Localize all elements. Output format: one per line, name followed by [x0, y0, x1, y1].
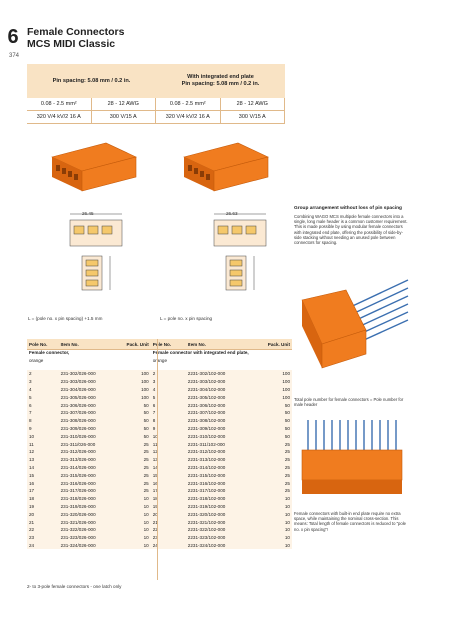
- left-group-line1: Female connector,: [29, 350, 70, 355]
- header-pole-right: Pole No.: [151, 339, 186, 350]
- spec-cell: 320 V/4 kV/2 16 A: [27, 111, 92, 123]
- table-cell: 5: [152, 394, 156, 400]
- table-footnote: 2- to 3-pole female connectors - one latch only: [27, 584, 122, 589]
- table-row: [27, 417, 292, 425]
- table-cell: 100: [141, 394, 149, 400]
- table-row: [27, 471, 292, 479]
- table-cell: 20: [151, 510, 186, 518]
- spec-header-left: Pin spacing: 5.08 mm / 0.2 in.: [52, 77, 131, 84]
- table-cell: 14: [151, 464, 186, 472]
- table-cell: 10: [143, 519, 149, 525]
- table-cell: 50: [143, 425, 149, 431]
- table-cell: 2231-316/102-000: [186, 479, 251, 487]
- table-cell: 100: [282, 379, 290, 385]
- spec-cell: 320 V/4 kV/2 16 A: [156, 111, 221, 123]
- table-cell: 231-313/026-000: [60, 457, 96, 463]
- table-cell: 100: [251, 386, 292, 394]
- table-cell: 231-314/026-000: [59, 464, 114, 472]
- table-cell: 10: [251, 495, 292, 503]
- table-cell: 5: [29, 394, 32, 400]
- group-title: Group arrangement without loss of pin spacing: [294, 206, 402, 211]
- table-cell: 15: [29, 472, 35, 478]
- table-cell: 23: [29, 535, 35, 541]
- spec-cell: 28 - 12 AWG: [221, 98, 286, 110]
- table-row: [27, 409, 292, 417]
- table-cell: 231-305/026-000: [60, 394, 96, 400]
- table-cell: 7: [152, 410, 156, 416]
- table-cell: 25: [143, 457, 149, 463]
- table-row: [27, 432, 292, 440]
- table-cell: 2231-308/102-000: [186, 417, 251, 425]
- table-cell: 231-324/026-000: [59, 542, 114, 550]
- table-row: [27, 448, 292, 456]
- group-photo-top: [296, 270, 410, 390]
- order-table: [27, 339, 292, 549]
- spec-cell: 300 V/15 A: [92, 111, 157, 123]
- page-number: 374: [8, 53, 19, 59]
- caption-right: L = pole no. x pin spacing: [160, 316, 213, 321]
- spec-table: [27, 64, 285, 124]
- table-cell: 50: [251, 432, 292, 440]
- table-cell: 2231-304/102-000: [186, 386, 251, 394]
- table-cell: 8: [151, 417, 186, 425]
- table-cell: 2231-306/102-000: [186, 401, 251, 409]
- left-group-line2: orange: [29, 358, 44, 363]
- connector-photo-right: [176, 135, 276, 195]
- table-cell: 24: [151, 542, 186, 550]
- table-cell: 231-317/026-000: [60, 488, 96, 494]
- table-cell: 16: [151, 479, 186, 487]
- table-cell: 2231-314/102-000: [186, 464, 251, 472]
- spec-header-right-line1: With integrated end plate: [187, 74, 254, 80]
- table-cell: 10: [251, 526, 292, 534]
- table-cell: 25: [284, 488, 290, 494]
- table-cell: 50: [284, 410, 290, 416]
- table-cell: 2231-324/102-000: [186, 542, 251, 550]
- table-cell: 10: [143, 535, 149, 541]
- table-row: [27, 386, 292, 394]
- header-item-right: Item No.: [186, 339, 251, 350]
- table-cell: 231-302/026-000: [59, 370, 114, 378]
- table-cell: 2231-310/102-000: [186, 432, 251, 440]
- table-cell: 25: [284, 457, 290, 463]
- table-row: [27, 510, 292, 518]
- table-cell: 50: [251, 401, 292, 409]
- table-cell: 50: [251, 417, 292, 425]
- table-cell: 7: [29, 410, 32, 416]
- table-cell: 2231-321/102-000: [187, 519, 226, 525]
- table-row: [27, 378, 292, 386]
- table-cell: 22: [27, 526, 59, 534]
- table-cell: 19: [29, 503, 35, 509]
- table-cell: 10: [284, 519, 290, 525]
- spec-header: [27, 64, 285, 98]
- table-cell: 2: [151, 370, 186, 378]
- table-cell: 10: [151, 432, 186, 440]
- table-cell: 2231-323/102-000: [187, 535, 226, 541]
- drawing-left: [60, 208, 150, 308]
- group-note-1: Total pole number for female connectors = Pole number for male header: [294, 397, 404, 408]
- table-cell: 2231-318/102-000: [186, 495, 251, 503]
- table-cell: 2231-317/102-000: [187, 488, 226, 494]
- table-row: [27, 542, 292, 550]
- table-cell: 10: [284, 503, 290, 509]
- table-cell: 6: [151, 401, 186, 409]
- table-cell: 231-316/026-000: [59, 479, 114, 487]
- table-cell: 4: [27, 386, 59, 394]
- table-cell: 2: [27, 370, 59, 378]
- table-cell: 20: [27, 510, 59, 518]
- table-cell: 18: [151, 495, 186, 503]
- table-cell: 25: [284, 472, 290, 478]
- table-row: [27, 534, 292, 542]
- dim-right: 26.63: [226, 211, 238, 216]
- table-cell: 2231-322/102-000: [186, 526, 251, 534]
- table-cell: 23: [152, 535, 158, 541]
- table-header-row: [27, 339, 292, 350]
- table-cell: 13: [29, 457, 35, 463]
- table-cell: 11: [152, 441, 158, 447]
- table-cell: 12: [27, 448, 59, 456]
- table-cell: 100: [282, 394, 290, 400]
- table-row: [27, 495, 292, 503]
- table-group-row: [27, 358, 292, 370]
- table-cell: 10: [114, 495, 151, 503]
- table-row: [27, 503, 292, 511]
- table-cell: 10: [27, 432, 59, 440]
- header-item-left: Item No.: [59, 339, 114, 350]
- table-cell: 231-306/026-000: [59, 401, 114, 409]
- table-cell: 19: [152, 503, 158, 509]
- table-cell: 14: [27, 464, 59, 472]
- table-cell: 2231-302/102-000: [186, 370, 251, 378]
- table-row: [27, 370, 292, 378]
- group-photo-bottom: [296, 420, 410, 500]
- table-cell: 17: [29, 488, 35, 494]
- table-row: [27, 425, 292, 433]
- table-cell: 231-303/026-000: [60, 379, 96, 385]
- table-cell: 2231-319/102-000: [187, 503, 226, 509]
- page-title: [27, 26, 124, 50]
- table-cell: 25: [251, 464, 292, 472]
- table-cell: 3: [29, 379, 32, 385]
- spec-cell: 0.08 - 2.5 mm²: [27, 98, 92, 110]
- table-cell: 9: [152, 425, 156, 431]
- table-cell: 231-309/026-000: [60, 425, 96, 431]
- table-cell: 22: [151, 526, 186, 534]
- table-cell: 25: [114, 464, 151, 472]
- spec-header-right-line2: Pin spacing: 5.08 mm / 0.2 in.: [181, 81, 260, 87]
- table-cell: 2231-305/102-000: [187, 394, 226, 400]
- table-cell: 25: [284, 441, 290, 447]
- table-cell: 25: [251, 479, 292, 487]
- spec-cell: 300 V/15 A: [221, 111, 286, 123]
- table-cell: 2231-303/102-000: [187, 379, 226, 385]
- table-row: [27, 479, 292, 487]
- table-cell: 50: [114, 417, 151, 425]
- table-cell: 10: [114, 542, 151, 550]
- table-cell: 17: [152, 488, 158, 494]
- table-cell: 4: [151, 386, 186, 394]
- right-group-line1: Female connector with integrated end plate,: [152, 350, 249, 355]
- header-pack-left: Pack. Unit: [114, 339, 151, 350]
- table-cell: 25: [143, 441, 149, 447]
- table-cell: 231-315/026-000: [60, 472, 96, 478]
- table-row: [27, 440, 292, 448]
- table-cell: 100: [114, 386, 151, 394]
- table-cell: 25: [143, 488, 149, 494]
- title-line-2: MCS MIDI Classic: [27, 38, 116, 50]
- table-cell: 18: [27, 495, 59, 503]
- table-cell: 231-319/026-000: [60, 503, 96, 509]
- table-cell: 11: [29, 441, 34, 447]
- table-cell: 10: [114, 510, 151, 518]
- table-cell: 50: [114, 401, 151, 409]
- table-row: [27, 401, 292, 409]
- table-cell: 10: [143, 503, 149, 509]
- table-row: [27, 464, 292, 472]
- table-cell: 13: [152, 457, 158, 463]
- table-cell: 10: [114, 526, 151, 534]
- caption-left: L = (pole no. x pin spacing) +1.5 mm: [28, 316, 103, 321]
- table-cell: 2231-311/102-000: [187, 441, 225, 447]
- table-group-row: [27, 350, 292, 359]
- table-cell: 231-307/026-000: [60, 410, 96, 416]
- table-cell: 2231-315/102-000: [187, 472, 226, 478]
- table-cell: 8: [27, 417, 59, 425]
- table-cell: 231-311/026-000: [60, 441, 96, 447]
- title-line-1: Female Connectors: [27, 26, 125, 38]
- table-cell: 50: [114, 432, 151, 440]
- table-cell: 10: [284, 535, 290, 541]
- table-row: [27, 526, 292, 534]
- spec-row-wire: [27, 98, 285, 111]
- table-cell: 231-310/026-000: [59, 432, 114, 440]
- table-cell: 25: [143, 472, 149, 478]
- table-cell: 10: [251, 542, 292, 550]
- table-cell: 15: [152, 472, 158, 478]
- connector-photo-left: [44, 135, 144, 195]
- table-cell: 2231-307/102-000: [187, 410, 226, 416]
- spec-cell: 0.08 - 2.5 mm²: [156, 98, 221, 110]
- table-cell: 231-320/026-000: [59, 510, 114, 518]
- header-pole-left: Pole No.: [27, 339, 59, 350]
- table-divider: [157, 339, 158, 580]
- table-row: [27, 487, 292, 495]
- chapter-number: 6: [7, 26, 19, 48]
- table-cell: 100: [251, 370, 292, 378]
- table-cell: 25: [114, 448, 151, 456]
- table-cell: 12: [151, 448, 186, 456]
- table-cell: 2231-320/102-000: [186, 510, 251, 518]
- table-cell: 10: [251, 510, 292, 518]
- table-row: [27, 518, 292, 526]
- table-cell: 50: [143, 410, 149, 416]
- table-cell: 3: [152, 379, 156, 385]
- table-cell: 100: [114, 370, 151, 378]
- table-row: [27, 393, 292, 401]
- table-cell: 2231-313/102-000: [187, 457, 226, 463]
- table-cell: 231-304/026-000: [59, 386, 114, 394]
- table-cell: 21: [152, 519, 158, 525]
- table-cell: 16: [27, 479, 59, 487]
- table-row: [27, 456, 292, 464]
- table-cell: 24: [27, 542, 59, 550]
- table-cell: 231-322/026-000: [59, 526, 114, 534]
- header-pack-right: Pack. Unit: [251, 339, 292, 350]
- table-cell: 50: [284, 425, 290, 431]
- table-cell: 2231-309/102-000: [187, 425, 226, 431]
- dim-left: 26.45: [82, 211, 94, 216]
- table-cell: 231-308/026-000: [59, 417, 114, 425]
- spec-cell: 28 - 12 AWG: [92, 98, 157, 110]
- table-cell: 231-312/026-000: [59, 448, 114, 456]
- table-cell: 25: [251, 448, 292, 456]
- table-cell: 6: [27, 401, 59, 409]
- table-cell: 2231-312/102-000: [186, 448, 251, 456]
- spec-header-right: [156, 64, 285, 98]
- table-cell: 231-321/026-000: [60, 519, 96, 525]
- table-cell: 21: [29, 519, 35, 525]
- table-cell: 231-323/026-000: [60, 535, 96, 541]
- group-text: Combining WAGO MCS multipole female connectors into a single, long male header is a common customer requirement. This is made possible by using modular female connectors with integrated end plate, offering the possibility of side-by-side stacking without needing an unused pole between connectors for spacing.: [294, 214, 408, 246]
- right-group-line2: orange: [152, 358, 168, 363]
- group-note-2: Female connectors with built-in end plate require no extra space, while maintaining the nominal cross-section. This means: Total length of female connectors is reduced to "pole no. x pin spacing"!: [294, 511, 406, 532]
- table-cell: 100: [141, 379, 149, 385]
- drawing-right: [204, 208, 294, 308]
- table-cell: 9: [29, 425, 32, 431]
- spec-row-rating: [27, 111, 285, 124]
- table-cell: 231-318/026-000: [59, 495, 114, 503]
- table-cell: 25: [114, 479, 151, 487]
